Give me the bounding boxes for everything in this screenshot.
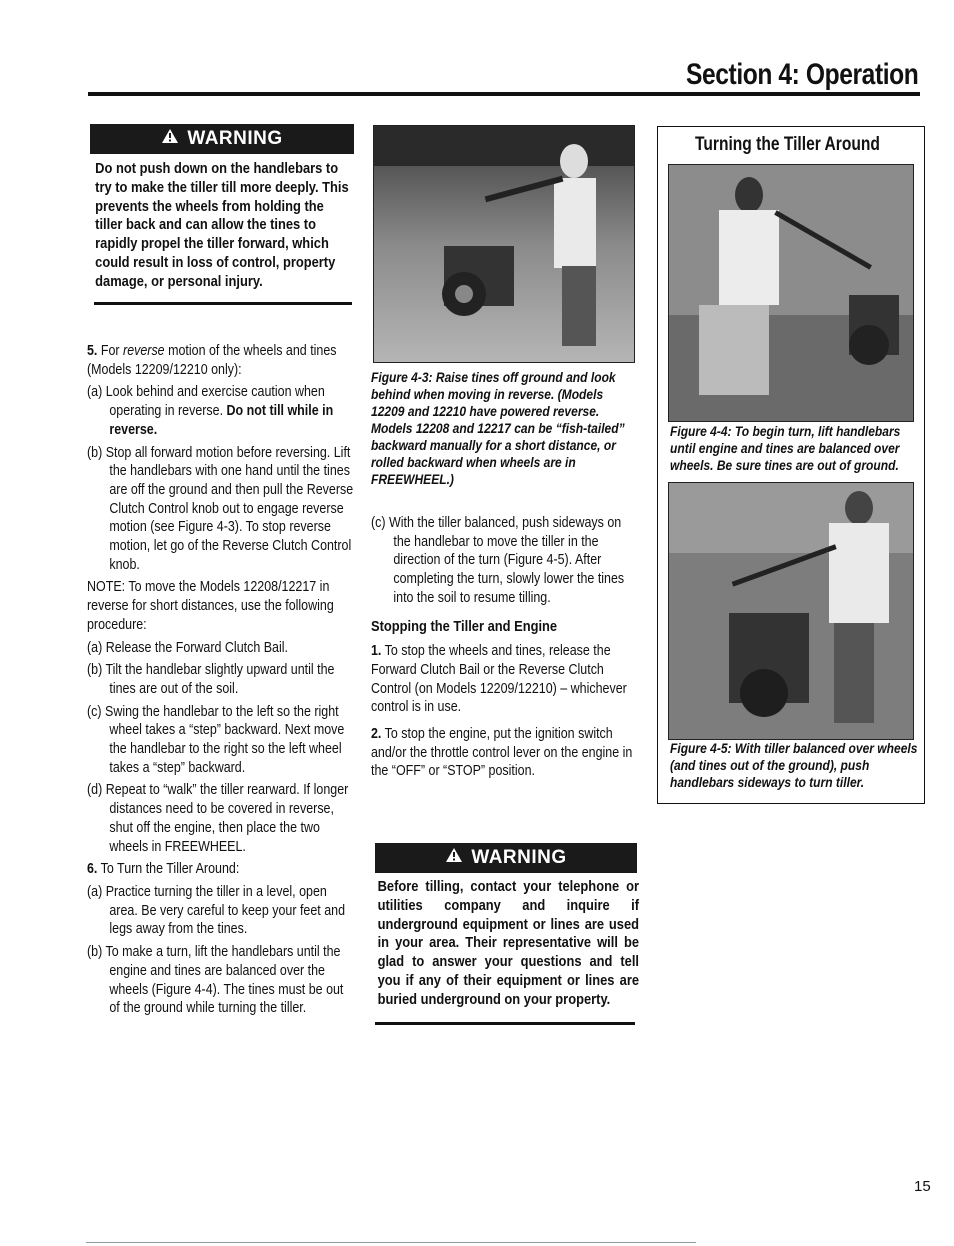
note: NOTE: To move the Models 12208/12217 in reverse for short distances, use the following procedure: [87, 579, 334, 633]
note-b: (b) Tilt the handlebar slightly upward until the tines are out of the soil. [87, 662, 335, 697]
step-6c: (c) With the tiller balanced, push sideways on the handlebar to move the tiller in the direction of the turn (Figure 4-5). After completing the turn, slowly lower the tines into the soil to resume tilling. [371, 515, 625, 606]
warning-box-handlebars [90, 124, 354, 305]
warning-banner [90, 124, 354, 154]
section-title: Section 4: Operation [685, 58, 918, 91]
warning-bottom-rule [375, 1022, 635, 1025]
figure-4-5-photo [668, 482, 914, 740]
header-divider [88, 92, 920, 96]
step-5b: (b) Stop all forward motion before reversing. Lift the handlebars with one hand until the tines are off the ground and then pull the Reverse Clutch Control knob out to engage reverse motion (see Figure 4-3). To stop reverse motion, let go of the Reverse Clutch Control knob. [87, 444, 354, 573]
warning-box-utilities [375, 843, 640, 1025]
step-6: 6. To Turn the Tiller Around: [87, 861, 240, 878]
figure-4-4-caption: Figure 4-4: To begin turn, lift handlebars until engine and tines are balanced over wheels. Be sure tines are out of ground. [670, 423, 901, 473]
step-6b: (b) To make a turn, lift the handlebars until the engine and tines are balanced over the wheels (Figure 4-4). The tines must be out of the ground while turning the tiller. [87, 944, 344, 1017]
figure-4-4-photo [668, 164, 914, 422]
stop-step-1: 1. To stop the wheels and tines, release the Forward Clutch Bail or the Reverse Clutch Control (on Models 12209/12210) – whichever control is in use. [371, 643, 627, 716]
step-5: 5. For reverse motion of the wheels and tines (Models 12209/12210 only): [87, 343, 337, 378]
sidebar-title: Turning the Tiller Around [695, 134, 880, 155]
note-c: (c) Swing the handlebar to the left so the right wheel takes a “step” backward. Next move the handlebar to the right so the left wheel takes a “step” backward. [87, 703, 345, 776]
note-d: (d) Repeat to “walk” the tiller rearward. If longer distances need to be covered in reverse, shut off the engine, then place the two wheels in FREEWHEEL. [87, 782, 349, 855]
warning-text: Do not push down on the handlebars to try to make the tiller till more deeply. This prevents the wheels from holding the tiller back and can allow the tines to rapidly propel the tiller forward, which could result in loss of control, property damage, or personal injury. [95, 160, 349, 290]
warning-bottom-rule [94, 302, 352, 305]
page-number: 15 [914, 1178, 931, 1195]
left-column [87, 342, 354, 1022]
bottom-scan-line [86, 1242, 696, 1243]
middle-column [371, 514, 638, 785]
figure-4-3-caption: Figure 4-3: Raise tines off ground and look behind when moving in reverse. (Models 12209 and 12210 have powered reverse. Models 12208 and 12217 can be “fish-tailed” backward manually for a short distance, or rolled backward when wheels are in FREEWHEEL.) [371, 369, 625, 487]
warning-label: WARNING [471, 847, 567, 868]
warning-banner [375, 843, 637, 873]
step-number: 5. [87, 343, 98, 359]
figure-4-3-photo [373, 125, 635, 363]
warning-triangle-icon [161, 128, 179, 150]
figure-4-5-caption: Figure 4-5: With tiller balanced over wheels (and tines out of the ground), push handlebars sideways to turn tiller. [670, 740, 918, 790]
step-5a: (a) Look behind and exercise caution when operating in reverse. Do not till while in reverse. [87, 384, 334, 438]
warning-text: Before tilling, contact your telephone or utilities company and inquire if underground equipment or lines are used in your area. Their representative will be glad to answer your questions and tell you if any of their equipment or lines are buried underground on your property. [377, 878, 640, 1008]
step-number: 6. [87, 861, 98, 878]
stop-step-2: 2. To stop the engine, put the ignition switch and/or the throttle control lever on the engine in the “OFF” or “STOP” position. [371, 726, 633, 780]
turning-sidebar [657, 126, 925, 804]
warning-triangle-icon [445, 847, 463, 869]
warning-label: WARNING [187, 128, 283, 149]
stopping-heading: Stopping the Tiller and Engine [371, 617, 558, 635]
step-6a: (a) Practice turning the tiller in a level, open area. Be very careful to keep your feet and legs away from the tines. [87, 883, 346, 938]
note-a: (a) Release the Forward Clutch Bail. [87, 639, 288, 656]
